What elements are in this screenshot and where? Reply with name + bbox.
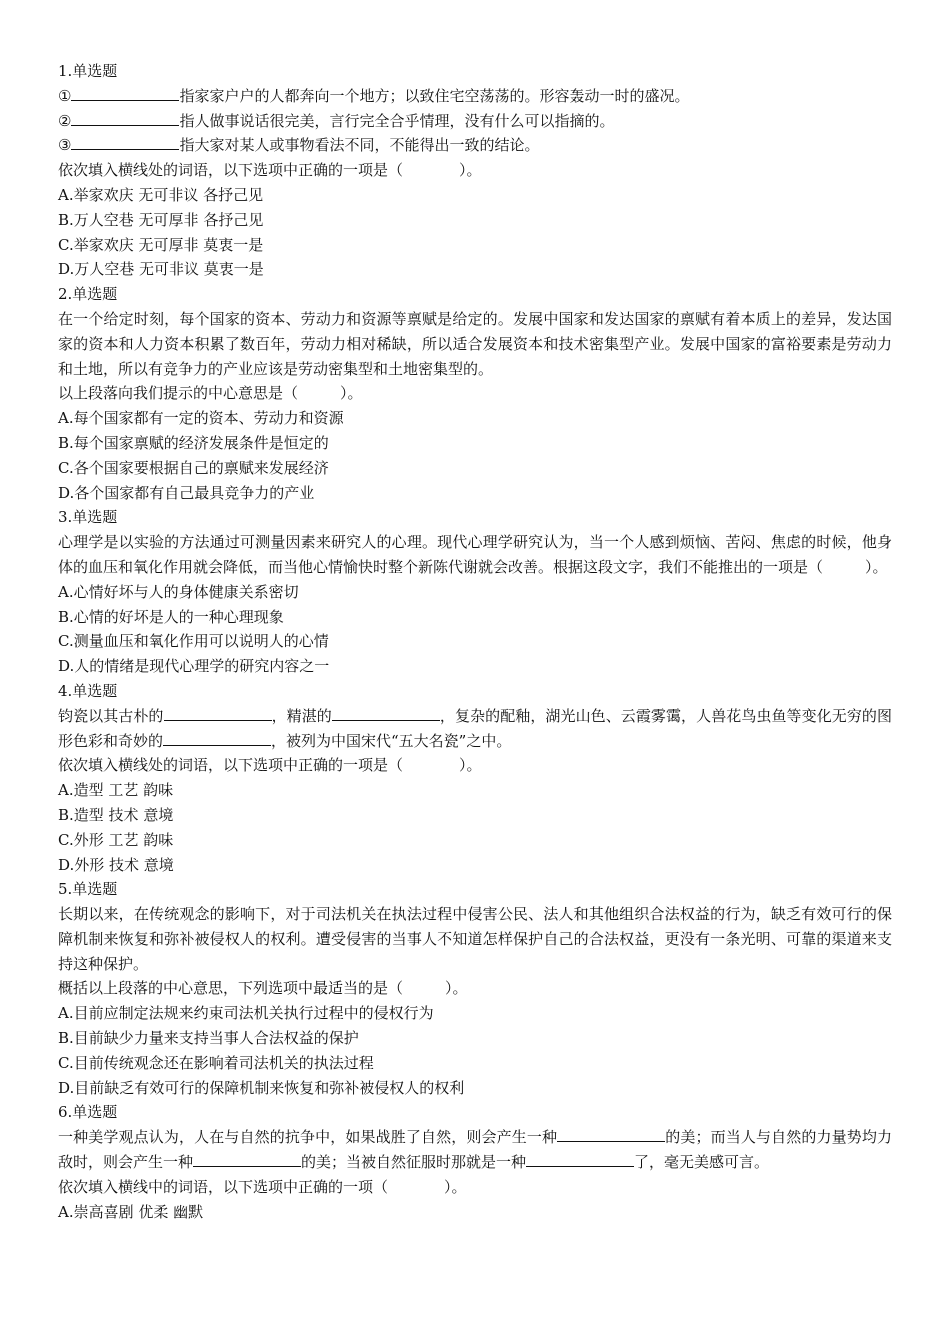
question-2 — [58, 282, 892, 505]
option-c[interactable]: C.目前传统观念还在影响着司法机关的执法过程 — [58, 1053, 374, 1072]
fill-blank[interactable] — [332, 704, 440, 721]
question-3 — [58, 505, 892, 679]
passage-text: ，精湛的 — [271, 706, 332, 725]
passage-text: 心理学是以实验的方法通过可测量因素来研究人的心理。现代心理学研究认为，当一个人感到烦恼、苦闷、焦虑的时候，他身体的血压和氧化作用就会降低，而当他心情愉快时整个新陈代谢就会改善。根据这段文字，我们不能推出的一项是（ — [58, 533, 892, 576]
fill-item — [58, 133, 892, 158]
stem-text: 依次填入横线处的词语，以下选项中正确的一项是（ — [58, 161, 404, 180]
option-d[interactable]: D.万人空巷 无可非议 莫衷一是 — [58, 260, 264, 279]
fill-blank[interactable] — [557, 1125, 665, 1142]
stem-end: ）。 — [865, 557, 888, 576]
question-stem — [58, 158, 892, 183]
passage-text: 的美；当被自然征服时那就是一种 — [301, 1153, 527, 1172]
option-b[interactable]: B.目前缺少力量来支持当事人合法权益的保护 — [58, 1029, 359, 1048]
option-a[interactable]: A.举家欢庆 无可非议 各抒己见 — [58, 185, 264, 204]
item-text: 指家家户户的人都奔向一个地方；以致住宅空荡荡的。形容轰动一时的盛况。 — [179, 86, 690, 105]
question-header: 6.单选题 — [58, 1103, 118, 1122]
passage-text: ，复杂的配釉，湖光山色、云霞雾霭，人兽花鸟虫鱼等变化无穷的图形色彩和奇妙的 — [58, 706, 892, 750]
option-a[interactable]: A.每个国家都有一定的资本、劳动力和资源 — [58, 409, 344, 428]
question-4 — [58, 679, 892, 877]
question-passage — [58, 530, 892, 580]
option-d[interactable]: D.外形 技术 意境 — [58, 855, 174, 874]
stem-end: ）。 — [340, 384, 363, 403]
option-c[interactable]: C.各个国家要根据自己的禀赋来发展经济 — [58, 458, 329, 477]
question-stem — [58, 976, 892, 1001]
passage-text: ，被列为中国宋代“五大名瓷”之中。 — [271, 731, 512, 750]
option-c[interactable]: C.测量血压和氧化作用可以说明人的心情 — [58, 632, 329, 651]
question-header: 2.单选题 — [58, 285, 118, 304]
option-a[interactable]: A.目前应制定法规来约束司法机关执行过程中的侵权行为 — [58, 1004, 434, 1023]
passage-text: 的美；而当人与自然的力量势均力敌时，则会产生一种 — [58, 1128, 892, 1172]
stem-text: 依次填入横线中的词语，以下选项中正确的一项（ — [58, 1177, 389, 1196]
stem-end: ）。 — [444, 1177, 467, 1196]
passage-text: 了，毫无美感可言。 — [634, 1153, 770, 1172]
option-b[interactable]: B.每个国家禀赋的经济发展条件是恒定的 — [58, 433, 329, 452]
fill-blank[interactable] — [164, 704, 272, 721]
option-b[interactable]: B.万人空巷 无可厚非 各抒己见 — [58, 210, 264, 229]
fill-blank[interactable] — [526, 1150, 634, 1167]
option-d[interactable]: D.目前缺乏有效可行的保障机制来恢复和弥补被侵权人的权利 — [58, 1078, 465, 1097]
question-passage: 长期以来，在传统观念的影响下，对于司法机关在执法过程中侵害公民、法人和其他组织合法权益的行为，缺乏有效可行的保障机制来恢复和弥补被侵权人的权利。遭受侵害的当事人不知道怎样保护自己的合法权益，更没有一条光明、可靠的渠道来支持这种保护。 — [58, 905, 892, 973]
stem-end: ）。 — [459, 756, 482, 775]
fill-item — [58, 109, 892, 134]
question-5 — [58, 877, 892, 1100]
option-a[interactable]: A.心情好坏与人的身体健康关系密切 — [58, 582, 299, 601]
question-header: 4.单选题 — [58, 681, 118, 700]
option-d[interactable]: D.各个国家都有自己最具竞争力的产业 — [58, 483, 315, 502]
option-a[interactable]: A.造型 工艺 韵味 — [58, 781, 174, 800]
question-header: 1.单选题 — [58, 62, 118, 80]
passage-text: 钧瓷以其古朴的 — [58, 706, 164, 725]
option-c[interactable]: C.外形 工艺 韵味 — [58, 830, 174, 849]
item-number: ① — [58, 86, 72, 105]
stem-text: 概括以上段落的中心意思，下列选项中最适当的是（ — [58, 979, 404, 998]
option-a[interactable]: A.崇高喜剧 优柔 幽默 — [58, 1202, 204, 1221]
question-header: 5.单选题 — [58, 880, 118, 899]
fill-item — [58, 84, 892, 109]
question-stem — [58, 381, 892, 406]
option-b[interactable]: B.造型 技术 意境 — [58, 805, 174, 824]
question-6 — [58, 1100, 892, 1224]
question-stem — [58, 753, 892, 778]
stem-text: 依次填入横线处的词语，以下选项中正确的一项是（ — [58, 756, 404, 775]
question-1 — [58, 59, 892, 282]
question-header: 3.单选题 — [58, 508, 118, 527]
item-number: ③ — [58, 136, 72, 155]
stem-end: ）。 — [445, 979, 468, 998]
fill-blank[interactable] — [163, 729, 271, 746]
item-number: ② — [58, 111, 72, 130]
item-text: 指人做事说话很完美，言行完全合乎情理，没有什么可以指摘的。 — [179, 111, 615, 130]
option-d[interactable]: D.人的情绪是现代心理学的研究内容之一 — [58, 657, 330, 676]
passage-text: 一种美学观点认为，人在与自然的抗争中，如果战胜了自然，则会产生一种 — [58, 1128, 558, 1147]
question-passage — [58, 1125, 892, 1175]
option-c[interactable]: C.举家欢庆 无可厚非 莫衷一是 — [58, 235, 264, 254]
stem-end: ）。 — [459, 161, 482, 180]
fill-blank[interactable] — [71, 109, 179, 126]
question-passage — [58, 704, 892, 754]
fill-blank[interactable] — [193, 1150, 301, 1167]
question-passage: 在一个给定时刻，每个国家的资本、劳动力和资源等禀赋是给定的。发展中国家和发达国家的禀赋有着本质上的差异，发达国家的资本和人力资本积累了数百年，劳动力相对稀缺，所以适合发展资本和技术密集型产业。发展中国家的富裕要素是劳动力和土地，所以有竞争力的产业应该是劳动密集型和土地密集型的。 — [58, 309, 892, 378]
item-text: 指大家对某人或事物看法不同，不能得出一致的结论。 — [179, 136, 540, 155]
fill-blank[interactable] — [71, 133, 179, 150]
option-b[interactable]: B.心情的好坏是人的一种心理现象 — [58, 607, 284, 626]
fill-blank[interactable] — [71, 84, 179, 101]
question-stem — [58, 1175, 892, 1200]
stem-text: 以上段落向我们提示的中心意思是（ — [58, 384, 299, 403]
